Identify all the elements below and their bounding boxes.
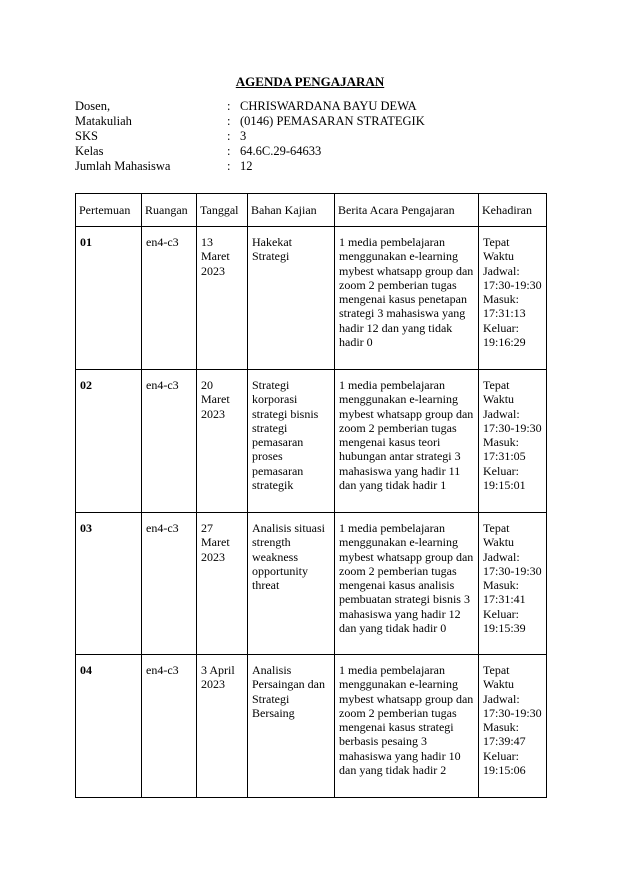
cell-kehadiran: Tepat Waktu Jadwal: 17:30-19:30 Masuk: 17:31:05 Keluar: 19:15:01 xyxy=(479,370,547,513)
meta-label: Matakuliah xyxy=(75,114,132,128)
cell-tanggal: 27 Maret 2023 xyxy=(197,513,248,655)
cell-bahan-kajian: Analisis Persaingan dan Strategi Bersaing xyxy=(248,655,335,798)
column-header-tanggal: Tanggal xyxy=(197,194,248,227)
meta-colon: : xyxy=(227,129,231,143)
cell-pertemuan: 04 xyxy=(76,655,142,798)
meta-row-dosen xyxy=(75,99,425,114)
table-row xyxy=(76,227,547,370)
meta-colon: : xyxy=(227,159,231,173)
meta-value: 12 xyxy=(240,159,253,173)
meta-colon: : xyxy=(227,144,231,158)
cell-tanggal: 3 April 2023 xyxy=(197,655,248,798)
cell-berita-acara: 1 media pembelajaran menggunakan e-learning mybest whatsapp group dan zoom 2 pemberian tugas mengenai kasus penetapan strategi 3 mahasiswa yang hadir 12 dan yang tidak hadir 0 xyxy=(335,227,479,370)
cell-bahan-kajian: Hakekat Strategi xyxy=(248,227,335,370)
cell-tanggal: 13 Maret 2023 xyxy=(197,227,248,370)
cell-ruangan: en4-c3 xyxy=(142,513,197,655)
cell-pertemuan: 01 xyxy=(76,227,142,370)
meta-value: 64.6C.29-64633 xyxy=(240,144,322,158)
column-header-ruangan: Ruangan xyxy=(142,194,197,227)
column-header-bahan-kajian: Bahan Kajian xyxy=(248,194,335,227)
agenda-table xyxy=(75,193,547,798)
column-header-pertemuan: Pertemuan xyxy=(76,194,142,227)
column-header-kehadiran: Kehadiran xyxy=(479,194,547,227)
meta-row-sks xyxy=(75,129,425,144)
cell-ruangan: en4-c3 xyxy=(142,227,197,370)
meta-row-matakuliah xyxy=(75,114,425,129)
cell-pertemuan: 03 xyxy=(76,513,142,655)
cell-pertemuan: 02 xyxy=(76,370,142,513)
cell-kehadiran: Tepat Waktu Jadwal: 17:30-19:30 Masuk: 17:31:41 Keluar: 19:15:39 xyxy=(479,513,547,655)
table-row xyxy=(76,655,547,798)
cell-ruangan: en4-c3 xyxy=(142,655,197,798)
cell-berita-acara: 1 media pembelajaran menggunakan e-learning mybest whatsapp group dan zoom 2 pemberian tugas mengenai kasus teori hubungan antar strategi 3 mahasiswa yang hadir 11 dan yang tidak hadir 1 xyxy=(335,370,479,513)
meta-label: Kelas xyxy=(75,144,104,158)
cell-bahan-kajian: Strategi korporasi strategi bisnis strategi pemasaran proses pemasaran strategik xyxy=(248,370,335,513)
column-header-berita-acara: Berita Acara Pengajaran xyxy=(335,194,479,227)
course-info xyxy=(75,99,425,174)
meta-row-kelas xyxy=(75,144,425,159)
cell-kehadiran: Tepat Waktu Jadwal: 17:30-19:30 Masuk: 17:31:13 Keluar: 19:16:29 xyxy=(479,227,547,370)
cell-kehadiran: Tepat Waktu Jadwal: 17:30-19:30 Masuk: 17:39:47 Keluar: 19:15:06 xyxy=(479,655,547,798)
meta-label: Jumlah Mahasiswa xyxy=(75,159,171,173)
cell-berita-acara: 1 media pembelajaran menggunakan e-learning mybest whatsapp group dan zoom 2 pemberian tugas mengenai kasus analisis pembuatan strategi bisnis 3 mahasiswa yang hadir 12 dan yang tidak hadir 0 xyxy=(335,513,479,655)
table-header-row xyxy=(76,194,547,227)
table-row xyxy=(76,370,547,513)
meta-colon: : xyxy=(227,99,231,113)
meta-label: Dosen, xyxy=(75,99,111,113)
meta-value: 3 xyxy=(240,129,247,143)
cell-bahan-kajian: Analisis situasi strength weakness opportunity threat xyxy=(248,513,335,655)
cell-berita-acara: 1 media pembelajaran menggunakan e-learning mybest whatsapp group dan zoom 2 pemberian tugas mengenai kasus strategi berbasis pesaing 3 mahasiswa yang hadir 10 dan yang tidak hadir 2 xyxy=(335,655,479,798)
meta-value: CHRISWARDANA BAYU DEWA xyxy=(240,99,417,113)
meta-value: (0146) PEMASARAN STRATEGIK xyxy=(240,114,425,128)
cell-ruangan: en4-c3 xyxy=(142,370,197,513)
meta-label: SKS xyxy=(75,129,98,143)
meta-colon: : xyxy=(227,114,231,128)
meta-row-jumlah-mahasiswa xyxy=(75,159,425,174)
cell-tanggal: 20 Maret 2023 xyxy=(197,370,248,513)
page-title: AGENDA PENGAJARAN xyxy=(235,74,385,89)
table-row xyxy=(76,513,547,655)
